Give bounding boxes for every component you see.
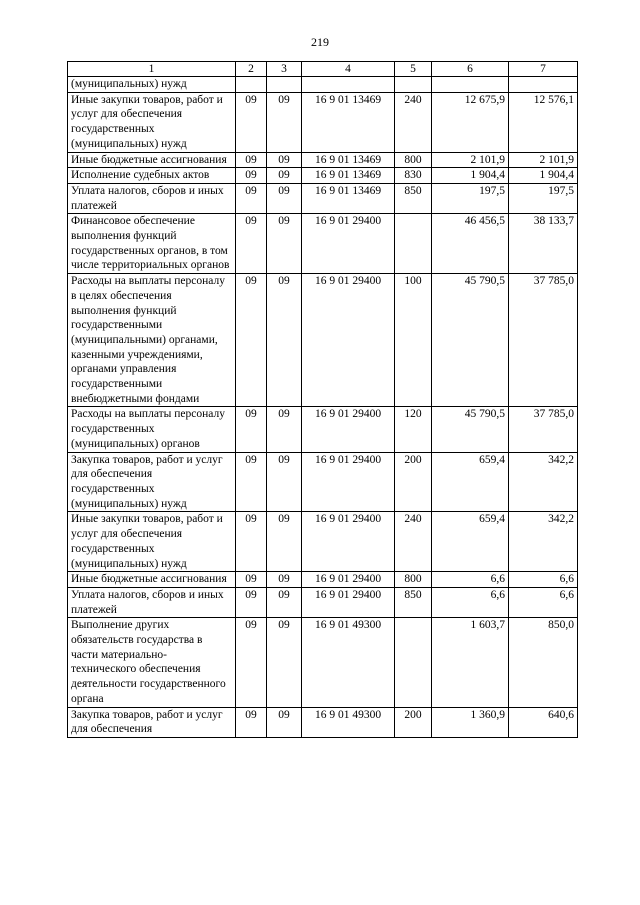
expense-name-cell: Уплата налогов, сборов и иных платежей bbox=[68, 587, 236, 617]
target-article-cell: 16 9 01 29400 bbox=[302, 452, 395, 512]
subsection-code-cell: 09 bbox=[267, 168, 302, 184]
section-code-cell: 09 bbox=[236, 183, 267, 213]
section-code-cell: 09 bbox=[236, 168, 267, 184]
section-code-cell: 09 bbox=[236, 587, 267, 617]
target-article-cell: 16 9 01 13469 bbox=[302, 183, 395, 213]
expense-type-cell: 200 bbox=[395, 452, 432, 512]
expense-type-cell: 120 bbox=[395, 407, 432, 452]
target-article-cell: 16 9 01 13469 bbox=[302, 168, 395, 184]
subsection-code-cell: 09 bbox=[267, 152, 302, 168]
target-article-cell: 16 9 01 49300 bbox=[302, 618, 395, 707]
subsection-code-cell bbox=[267, 77, 302, 93]
expense-name-cell: Закупка товаров, работ и услуг для обеспечения государственных (муниципальных) нужд bbox=[68, 452, 236, 512]
table-row bbox=[68, 214, 578, 274]
expense-type-cell: 240 bbox=[395, 92, 432, 152]
amount-year1-cell: 1 360,9 bbox=[432, 707, 509, 737]
amount-year2-cell: 37 785,0 bbox=[509, 274, 578, 407]
amount-year2-cell bbox=[509, 77, 578, 93]
section-code-cell: 09 bbox=[236, 572, 267, 588]
expense-name-cell: Иные бюджетные ассигнования bbox=[68, 152, 236, 168]
amount-year1-cell: 12 675,9 bbox=[432, 92, 509, 152]
table-row bbox=[68, 572, 578, 588]
expense-type-cell: 850 bbox=[395, 183, 432, 213]
page-number: 219 bbox=[311, 35, 329, 49]
amount-year1-cell: 197,5 bbox=[432, 183, 509, 213]
amount-year1-cell: 659,4 bbox=[432, 452, 509, 512]
amount-year2-cell: 342,2 bbox=[509, 512, 578, 572]
subsection-code-cell: 09 bbox=[267, 274, 302, 407]
target-article-cell: 16 9 01 29400 bbox=[302, 512, 395, 572]
amount-year2-cell: 850,0 bbox=[509, 618, 578, 707]
amount-year2-cell: 640,6 bbox=[509, 707, 578, 737]
target-article-cell: 16 9 01 49300 bbox=[302, 707, 395, 737]
subsection-code-cell: 09 bbox=[267, 707, 302, 737]
header-row bbox=[68, 62, 578, 77]
section-code-cell: 09 bbox=[236, 214, 267, 274]
amount-year2-cell: 12 576,1 bbox=[509, 92, 578, 152]
section-code-cell: 09 bbox=[236, 407, 267, 452]
subsection-code-cell: 09 bbox=[267, 572, 302, 588]
expense-name-cell: Расходы на выплаты персоналу государственных (муниципальных) органов bbox=[68, 407, 236, 452]
expense-name-cell: Иные бюджетные ассигнования bbox=[68, 572, 236, 588]
header-cell: 5 bbox=[395, 62, 432, 77]
target-article-cell: 16 9 01 13469 bbox=[302, 152, 395, 168]
expense-name-cell: Иные закупки товаров, работ и услуг для обеспечения государственных (муниципальных) нужд bbox=[68, 512, 236, 572]
expense-name-cell: Расходы на выплаты персоналу в целях обеспечения выполнения функций государственными (муниципальными) органами, казенными учреждениями, органами управления государственными внебюджетными фондами bbox=[68, 274, 236, 407]
expense-type-cell: 800 bbox=[395, 152, 432, 168]
expense-name-cell: Закупка товаров, работ и услуг для обеспечения bbox=[68, 707, 236, 737]
amount-year1-cell: 2 101,9 bbox=[432, 152, 509, 168]
amount-year1-cell: 45 790,5 bbox=[432, 274, 509, 407]
table-row bbox=[68, 618, 578, 707]
amount-year2-cell: 342,2 bbox=[509, 452, 578, 512]
header-cell: 2 bbox=[236, 62, 267, 77]
subsection-code-cell: 09 bbox=[267, 512, 302, 572]
expense-type-cell: 800 bbox=[395, 572, 432, 588]
amount-year1-cell: 6,6 bbox=[432, 572, 509, 588]
expense-type-cell bbox=[395, 618, 432, 707]
subsection-code-cell: 09 bbox=[267, 587, 302, 617]
table-row bbox=[68, 77, 578, 93]
section-code-cell: 09 bbox=[236, 152, 267, 168]
subsection-code-cell: 09 bbox=[267, 183, 302, 213]
expense-type-cell: 240 bbox=[395, 512, 432, 572]
target-article-cell: 16 9 01 29400 bbox=[302, 407, 395, 452]
section-code-cell: 09 bbox=[236, 512, 267, 572]
table-row bbox=[68, 587, 578, 617]
header-cell: 7 bbox=[509, 62, 578, 77]
table-row bbox=[68, 92, 578, 152]
expense-name-cell: Выполнение других обязательств государства в части материально-технического обеспечения деятельности государственного органа bbox=[68, 618, 236, 707]
expense-type-cell: 100 bbox=[395, 274, 432, 407]
expense-type-cell: 200 bbox=[395, 707, 432, 737]
header-cell: 6 bbox=[432, 62, 509, 77]
expense-type-cell bbox=[395, 214, 432, 274]
section-code-cell: 09 bbox=[236, 274, 267, 407]
target-article-cell: 16 9 01 29400 bbox=[302, 214, 395, 274]
amount-year1-cell: 46 456,5 bbox=[432, 214, 509, 274]
section-code-cell: 09 bbox=[236, 452, 267, 512]
table-row bbox=[68, 512, 578, 572]
subsection-code-cell: 09 bbox=[267, 92, 302, 152]
expense-name-cell: Уплата налогов, сборов и иных платежей bbox=[68, 183, 236, 213]
amount-year2-cell: 37 785,0 bbox=[509, 407, 578, 452]
amount-year2-cell: 1 904,4 bbox=[509, 168, 578, 184]
target-article-cell: 16 9 01 13469 bbox=[302, 92, 395, 152]
amount-year1-cell: 45 790,5 bbox=[432, 407, 509, 452]
target-article-cell: 16 9 01 29400 bbox=[302, 274, 395, 407]
amount-year1-cell bbox=[432, 77, 509, 93]
amount-year2-cell: 6,6 bbox=[509, 572, 578, 588]
section-code-cell bbox=[236, 77, 267, 93]
section-code-cell: 09 bbox=[236, 92, 267, 152]
table-row bbox=[68, 274, 578, 407]
table-row bbox=[68, 407, 578, 452]
amount-year2-cell: 197,5 bbox=[509, 183, 578, 213]
subsection-code-cell: 09 bbox=[267, 618, 302, 707]
target-article-cell: 16 9 01 29400 bbox=[302, 587, 395, 617]
target-article-cell: 16 9 01 29400 bbox=[302, 572, 395, 588]
amount-year1-cell: 659,4 bbox=[432, 512, 509, 572]
table-row bbox=[68, 168, 578, 184]
section-code-cell: 09 bbox=[236, 707, 267, 737]
section-code-cell: 09 bbox=[236, 618, 267, 707]
amount-year1-cell: 1 603,7 bbox=[432, 618, 509, 707]
header-cell: 1 bbox=[68, 62, 236, 77]
expense-name-cell: Исполнение судебных актов bbox=[68, 168, 236, 184]
amount-year2-cell: 38 133,7 bbox=[509, 214, 578, 274]
expense-type-cell: 850 bbox=[395, 587, 432, 617]
subsection-code-cell: 09 bbox=[267, 452, 302, 512]
expense-name-cell: (муниципальных) нужд bbox=[68, 77, 236, 93]
table-row bbox=[68, 183, 578, 213]
amount-year2-cell: 2 101,9 bbox=[509, 152, 578, 168]
expense-type-cell bbox=[395, 77, 432, 93]
header-cell: 3 bbox=[267, 62, 302, 77]
amount-year2-cell: 6,6 bbox=[509, 587, 578, 617]
target-article-cell bbox=[302, 77, 395, 93]
table-row bbox=[68, 707, 578, 737]
table-row bbox=[68, 152, 578, 168]
amount-year1-cell: 6,6 bbox=[432, 587, 509, 617]
subsection-code-cell: 09 bbox=[267, 214, 302, 274]
budget-table bbox=[67, 61, 578, 738]
expense-type-cell: 830 bbox=[395, 168, 432, 184]
header-cell: 4 bbox=[302, 62, 395, 77]
expense-name-cell: Иные закупки товаров, работ и услуг для обеспечения государственных (муниципальных) нужд bbox=[68, 92, 236, 152]
subsection-code-cell: 09 bbox=[267, 407, 302, 452]
table-row bbox=[68, 452, 578, 512]
expense-name-cell: Финансовое обеспечение выполнения функций государственных органов, в том числе территориальных органов bbox=[68, 214, 236, 274]
amount-year1-cell: 1 904,4 bbox=[432, 168, 509, 184]
